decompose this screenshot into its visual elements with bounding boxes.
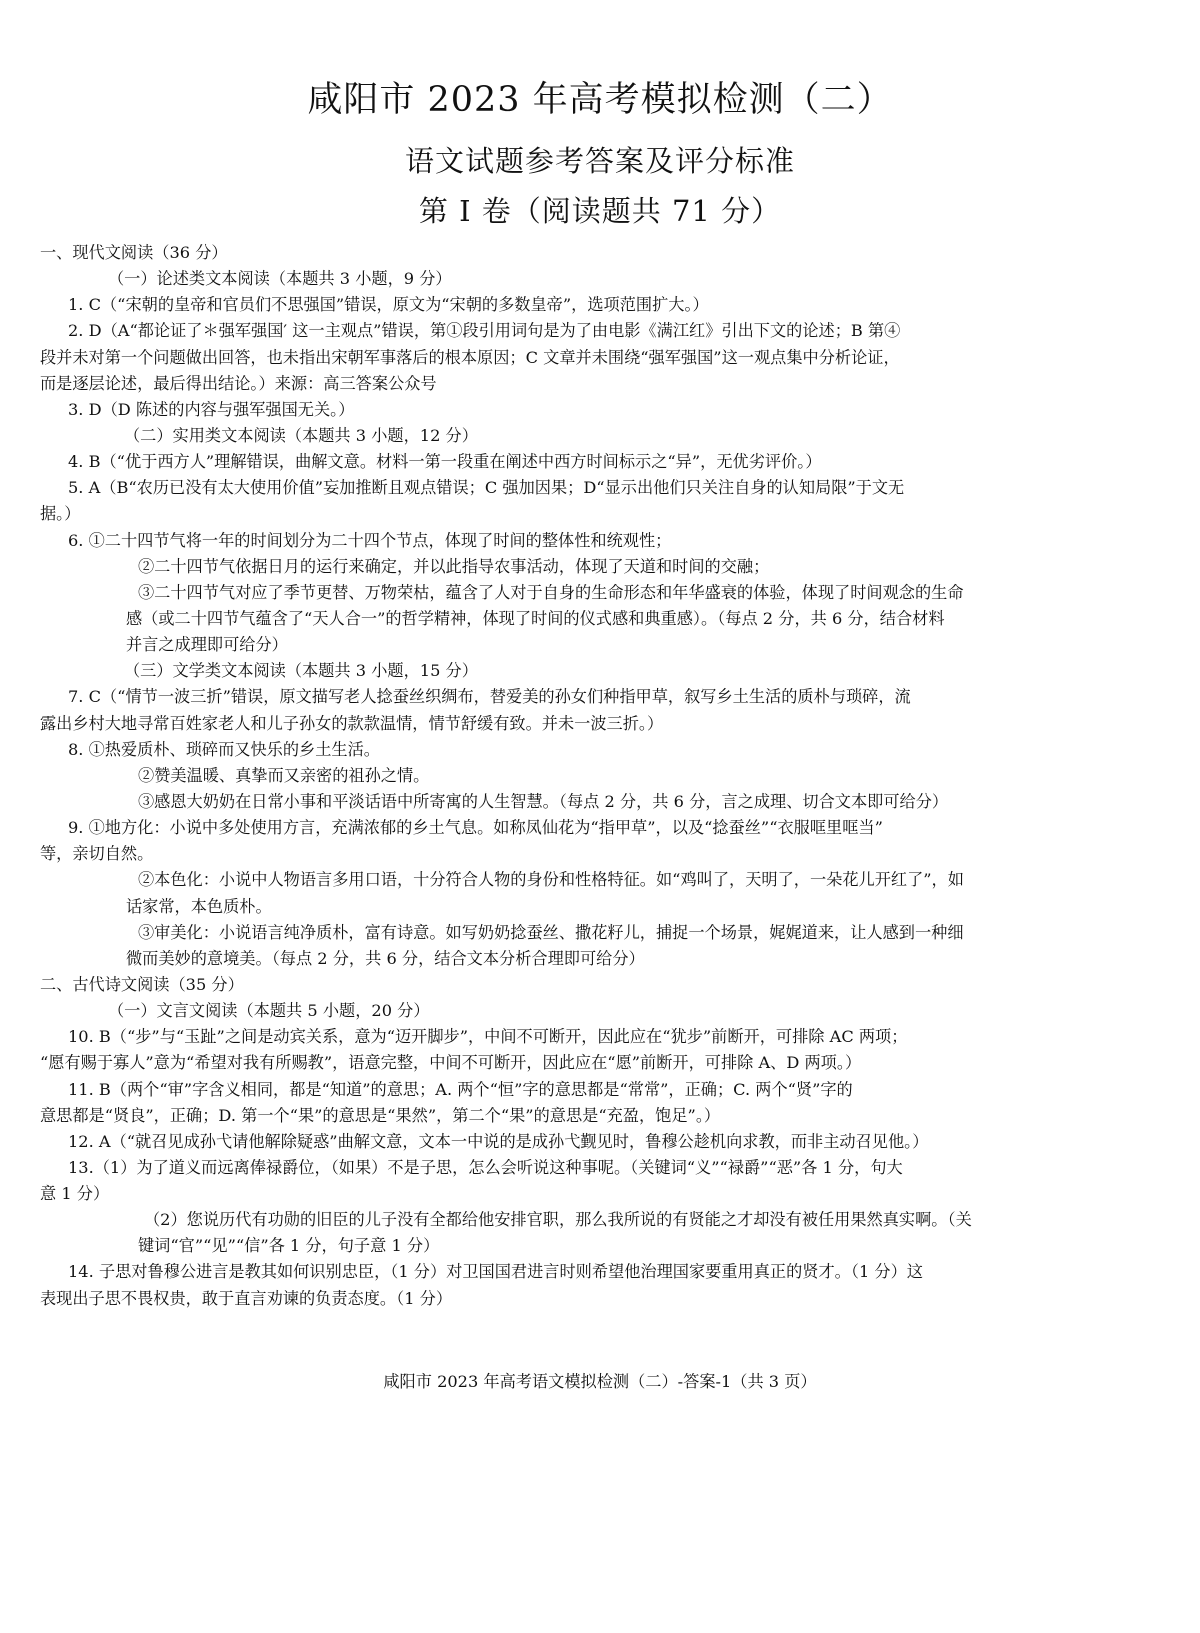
answer-body (0, 240, 1200, 1312)
answer-line: 微而美妙的意境美。（每点 2 分，共 6 分，结合文本分析合理即可给分） (126, 948, 645, 968)
subsection-heading: （三）文学类文本阅读（本题共 3 小题，15 分） (124, 661, 478, 681)
answer-line: 5. A（B“农历已没有太大使用价值”妄加推断且观点错误；C 强加因果；D“显示出他们只关注自身的认知局限”于文无 (68, 478, 905, 498)
page-footer: 咸阳市 2023 年高考语文模拟检测（二）-答案-1（共 3 页） (383, 1372, 817, 1391)
answer-line: ③审美化：小说语言纯净质朴，富有诗意。如写奶奶捻蚕丝、撒花籽儿，捕捉一个场景，娓娓道来，让人感到一种细 (138, 922, 964, 942)
answer-line: 3. D（D 陈述的内容与强军强国无关。） (68, 399, 355, 419)
answer-line: 12. A（“就召见成孙弋请他解除疑惑”曲解文意，文本一中说的是成孙弋觐见时，鲁穆公趁机向求教，而非主动召见他。） (68, 1131, 929, 1151)
answer-line: ②赞美温暖、真挚而又亲密的祖孙之情。 (138, 765, 430, 785)
answer-line: 据。） (40, 504, 81, 524)
answer-line: 而是逐层论述，最后得出结论。）来源：高三答案公众号 (40, 373, 437, 393)
answer-line: 意 1 分） (40, 1184, 110, 1204)
answer-line: ③二十四节气对应了季节更替、万物荣枯，蕴含了人对于自身的生命形态和年华盛衰的体验，体现了时间观念的生命 (138, 582, 964, 602)
answer-line: 14. 子思对鲁穆公进言是教其如何识别忠臣，（1 分）对卫国国君进言时则希望他治理国家要重用真正的贤才。（1 分）这 (68, 1262, 923, 1282)
exam-title: 咸阳市 2023 年高考模拟检测（二） (307, 80, 893, 120)
answer-line: 表现出子思不畏权贵，敢于直言劝谏的负责态度。（1 分） (40, 1288, 453, 1308)
answer-line: “愿有赐于寡人”意为“希望对我有所赐教”，语意完整，中间不可断开，因此应在“愿”前断开，可排除 A、D 两项。） (40, 1053, 862, 1073)
answer-line: 露出乡村大地寻常百姓家老人和儿子孙女的款款温情，情节舒缓有致。并未一波三折。） (40, 713, 664, 733)
answer-line: 感（或二十四节气蕴含了“天人合一”的哲学精神，体现了时间的仪式感和典重感）。（每点 2 分，共 6 分，结合材料 (126, 608, 945, 628)
answer-line: 2. D（A“都论证了＊强军强国′ 这一主观点”错误，第①段引用词句是为了由电影《满江红》引出下文的论述；B 第④ (68, 321, 901, 341)
section-title: 第 I 卷（阅读题共 71 分） (418, 194, 782, 228)
answer-line: 4. B（“优于西方人”理解错误，曲解文意。材料一第一段重在阐述中西方时间标示之“异”，无优劣评价。） (68, 452, 822, 472)
answer-line: 13.（1）为了道义而远离俸禄爵位，（如果）不是子思，怎么会听说这种事呢。（关键词“义”“禄爵”“恶”各 1 分，句大 (68, 1157, 903, 1177)
answer-line: 意思都是“贤良”，正确；D. 第一个“果”的意思是“果然”，第二个“果”的意思是“充盈，饱足”。） (40, 1105, 721, 1125)
document-subtitle: 语文试题参考答案及评分标准 (404, 144, 795, 178)
answer-line: 7. C（“情节一波三折”错误，原文描写老人捻蚕丝织绸布，替爱美的孙女们种指甲草，叙写乡土生活的质朴与琐碎，流 (68, 687, 911, 707)
answer-line: 6. ①二十四节气将一年的时间划分为二十四个节点，体现了时间的整体性和统观性； (68, 530, 672, 550)
section-heading: 一、现代文阅读（36 分） (40, 243, 228, 262)
answer-line: ②本色化：小说中人物语言多用口语，十分符合人物的身份和性格特征。如“鸡叫了，天明了，一朵花儿开红了”，如 (138, 870, 964, 890)
section-heading: 二、古代诗文阅读（35 分） (40, 974, 244, 994)
answer-line: 10. B（“步”与“玉趾”之间是动宾关系，意为“迈开脚步”，中间不可断开，因此应在“犹步”前断开，可排除 AC 两项； (68, 1027, 908, 1047)
answer-line: 等，亲切自然。 (40, 844, 154, 864)
answer-line: ②二十四节气依据日月的运行来确定，并以此指导农事活动，体现了天道和时间的交融； (138, 556, 770, 576)
answer-line: 键词“官”“见”“信”各 1 分，句子意 1 分） (138, 1236, 440, 1256)
answer-line: 11. B（两个“审”字含义相同，都是“知道”的意思；A. 两个“恒”字的意思都是“常常”，正确；C. 两个“贤”字的 (68, 1079, 853, 1099)
subsection-heading: （二）实用类文本阅读（本题共 3 小题，12 分） (124, 425, 478, 445)
answer-line: 并言之成理即可给分） (126, 635, 288, 655)
subsection-heading: （一）论述类文本阅读（本题共 3 小题，9 分） (108, 269, 452, 289)
answer-line: 9. ①地方化：小说中多处使用方言，充满浓郁的乡土气息。如称凤仙花为“指甲草”，以及“捻蚕丝”“衣服哐里哐当” (68, 818, 883, 838)
answer-line: （2）您说历代有功勋的旧臣的儿子没有全都给他安排官职，那么我所说的有贤能之才却没有被任用果然真实啊。（关 (144, 1210, 972, 1230)
answer-line: 8. ①热爱质朴、琐碎而又快乐的乡土生活。 (68, 739, 380, 759)
answer-line: ③感恩大奶奶在日常小事和平淡话语中所寄寓的人生智慧。（每点 2 分，共 6 分，言之成理、切合文本即可给分） (138, 791, 949, 811)
answer-line: 1. C（“宋朝的皇帝和官员们不思强国”错误，原文为“宋朝的多数皇帝”，选项范围扩大。） (68, 295, 709, 315)
answer-line: 话家常，本色质朴。 (126, 896, 272, 916)
answer-line: 段并未对第一个问题做出回答，也未指出宋朝军事落后的根本原因；C 文章并未围绕“强军强国”这一观点集中分析论证， (40, 347, 900, 367)
subsection-heading: （一）文言文阅读（本题共 5 小题，20 分） (108, 1001, 430, 1021)
